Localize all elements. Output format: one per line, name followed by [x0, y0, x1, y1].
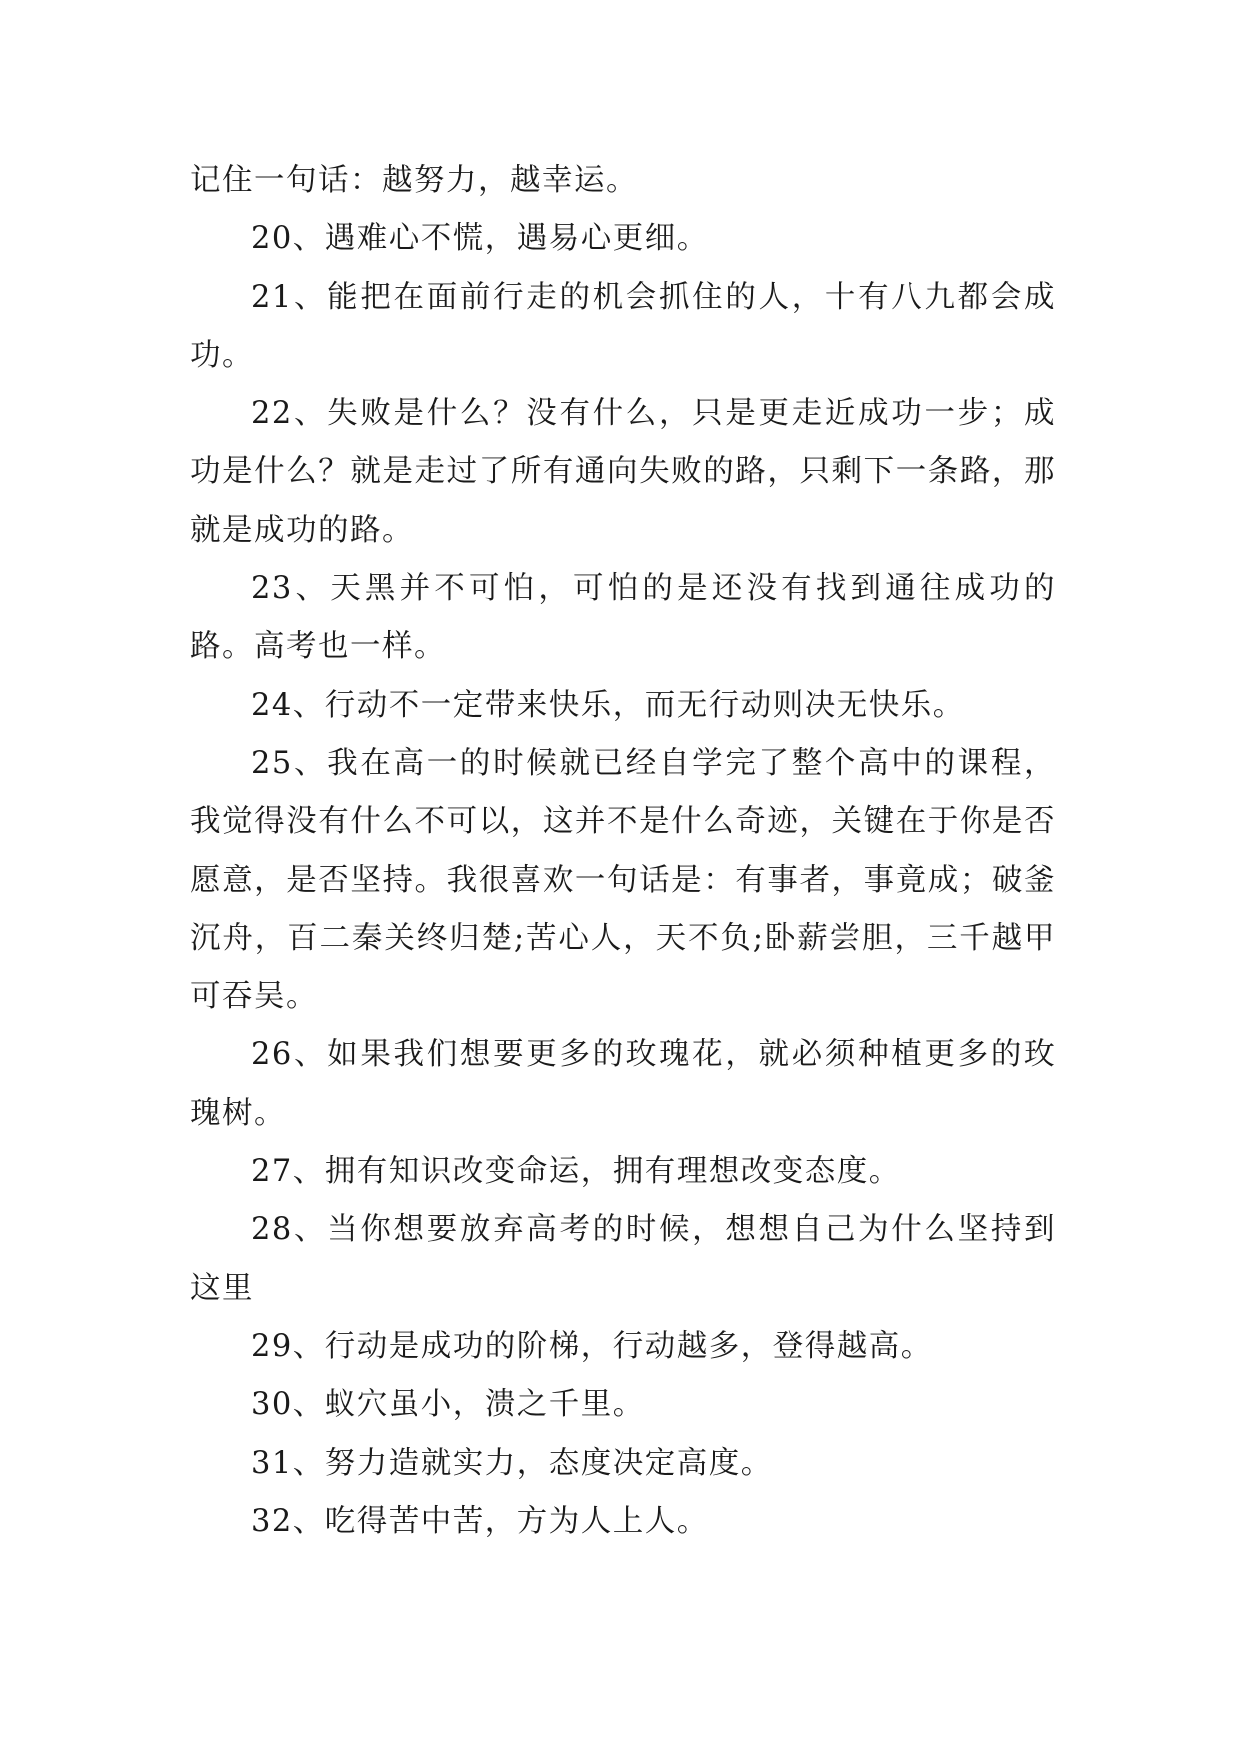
paragraph-29: 29、行动是成功的阶梯，行动越多，登得越高。	[251, 1328, 933, 1364]
paragraph-26: 26、如果我们想要更多的玫瑰花，就必须种植更多的玫瑰树。	[190, 1037, 1056, 1131]
paragraph-28: 28、当你想要放弃高考的时候，想想自己为什么坚持到这里	[190, 1212, 1056, 1306]
paragraph-20: 20、遇难心不慌，遇易心更细。	[251, 221, 709, 257]
paragraph-23: 23、天黑并不可怕，可怕的是还没有找到通往成功的路。高考也一样。	[190, 571, 1056, 665]
paragraph-31: 31、努力造就实力，态度决定高度。	[251, 1445, 773, 1481]
body-text	[190, 152, 1056, 1551]
paragraph-25: 25、我在高一的时候就已经自学完了整个高中的课程，我觉得没有什么不可以，这并不是什么奇迹，关键在于你是否愿意，是否坚持。我很喜欢一句话是：有事者，事竟成；破釜沉舟，百二秦关终归楚;苦心人，天不负;卧薪尝胆，三千越甲可吞吴。	[190, 745, 1056, 1015]
paragraph-continuation: 记住一句话：越努力，越幸运。	[190, 163, 638, 198]
paragraph-22: 22、失败是什么？没有什么，只是更走近成功一步；成功是什么？就是走过了所有通向失败的路，只剩下一条路，那就是成功的路。	[190, 396, 1056, 548]
paragraph-32: 32、吃得苦中苦，方为人上人。	[251, 1503, 709, 1539]
paragraph-27: 27、拥有知识改变命运，拥有理想改变态度。	[251, 1154, 901, 1190]
paragraph-24: 24、行动不一定带来快乐，而无行动则决无快乐。	[251, 687, 965, 723]
paragraph-30: 30、蚁穴虽小，溃之千里。	[251, 1387, 645, 1423]
paragraph-21: 21、能把在面前行走的机会抓住的人，十有八九都会成功。	[190, 279, 1056, 373]
